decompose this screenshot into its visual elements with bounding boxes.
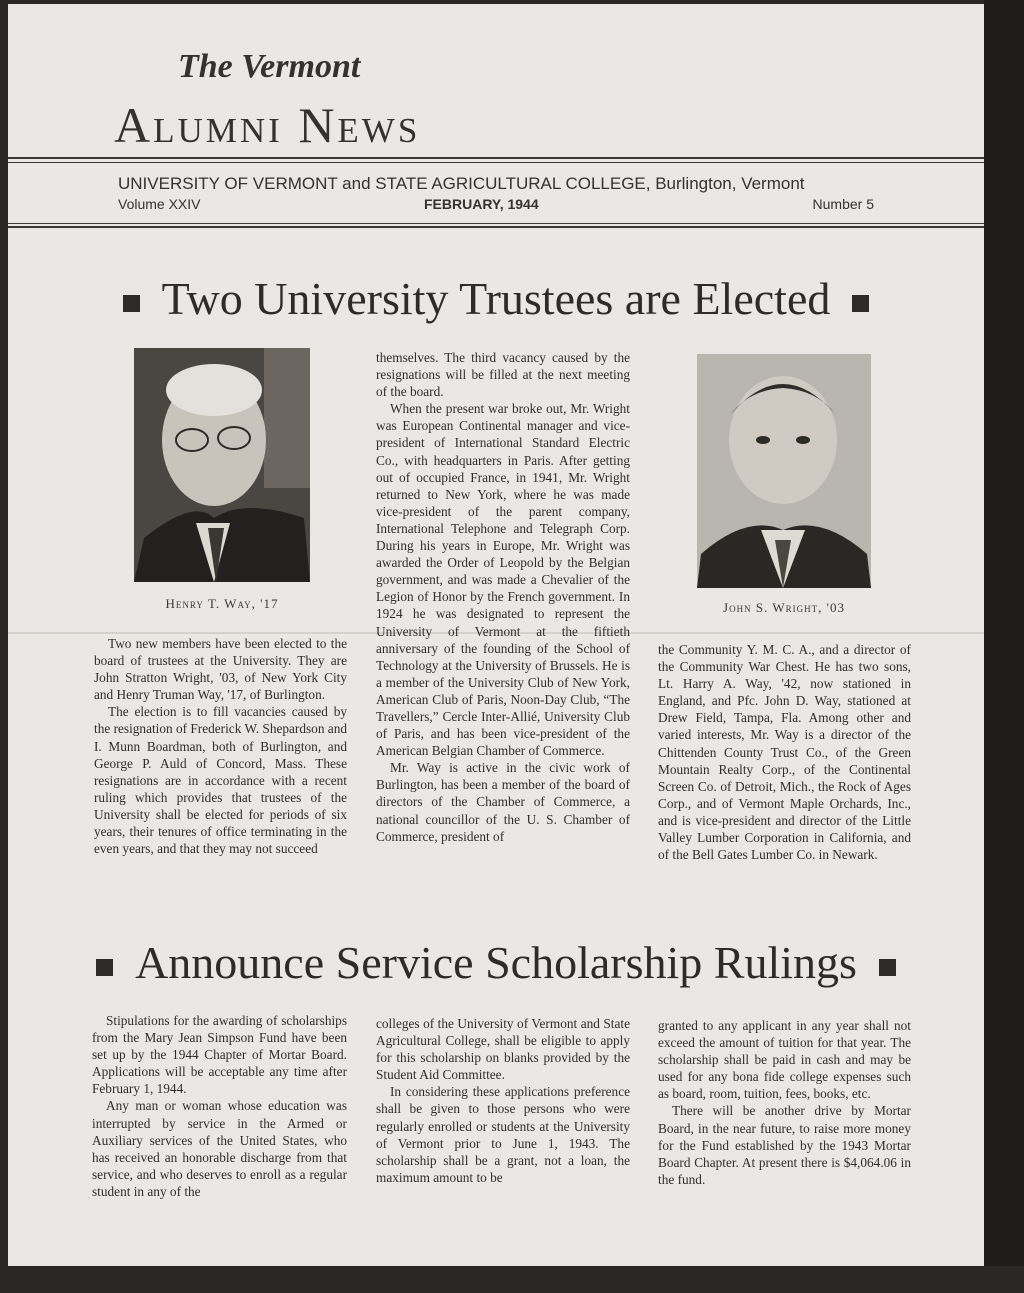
headline-bullet-right <box>852 295 869 312</box>
article1-col2-para1: themselves. The third vacancy caused by the resignations will be filled at the next meeting of the board. <box>376 350 630 400</box>
article1-headline-text: Two University Trustees are Elected <box>161 273 831 324</box>
volume-label: Volume XXIV <box>118 196 201 212</box>
issue-date: FEBRUARY, 1944 <box>424 196 539 212</box>
photo-henry-way <box>134 348 310 582</box>
article2-col2-para1: colleges of the University of Vermont and State Agricultural College, shall be eligible to apply for this scholarship on blanks provided by the Student Aid Committee. <box>376 1016 630 1083</box>
article2-col1-para2: Any man or woman whose education was interrupted by service in the Armed or Auxiliary services of the United States, who has received an honorable discharge from that service, and who deserves to enroll as a regular student in any of the <box>92 1098 347 1199</box>
article2-headline-text: Announce Service Scholarship Rulings <box>135 937 857 988</box>
newsletter-page <box>8 4 984 1266</box>
scan-dark-edge <box>984 0 1024 1293</box>
article1-column3 <box>658 641 911 863</box>
portrait-henry-way-image <box>134 348 310 582</box>
caption-henry-way: Henry T. Way, '17 <box>165 596 279 611</box>
scan-bottom-strip <box>0 1266 1024 1293</box>
article2-col1-para1: Stipulations for the awarding of scholarships from the Mary Jean Simpson Fund have been set up by the 1944 Chapter of Mortar Board. Applications will be acceptable any time after February 1, 1944. <box>92 1013 347 1097</box>
masthead-rule-top-thin <box>8 162 984 163</box>
headline-bullet-right <box>879 959 896 976</box>
article2-column1 <box>92 1012 347 1200</box>
masthead-title-line2: Alumni News <box>114 97 421 153</box>
headline-bullet-left <box>123 295 140 312</box>
article1-col3-para1: the Community Y. M. C. A., and a director of the Community War Chest. He has two sons, Lt. Harry A. Way, '42, now stationed in England, and Pfc. John D. Way, stationed at Drew Field, Tampa, Fla. Among other and varied interests, Mr. Way is a director of the Chittenden County Trust Co., of the Green Mountain Realty Corp., of the Continental Screen Co. of Detroit, Mich., the Rock of Ages Corp., and of Vermont Maple Orchards, Inc., and is vice-president and director of the Little Valley Lumber Corporation in California, and of the Bell Gates Lumber Co. in Newark. <box>658 642 911 863</box>
institution-line: UNIVERSITY OF VERMONT and STATE AGRICULTURAL COLLEGE, Burlington, Vermont <box>118 174 805 193</box>
article1-column1 <box>94 635 347 857</box>
issue-number: Number 5 <box>812 196 874 212</box>
article2-column3 <box>658 1017 911 1188</box>
article2-col3-para1: granted to any applicant in any year shall not exceed the amount of tuition for that year. The scholarship shall be paid in cash and may be used for any bona fide college expenses such as board, room, tuition, fees, books, etc. <box>658 1018 911 1102</box>
article1-col1-para1: Two new members have been elected to the board of trustees at the University. They are John Stratton Wright, '03, of New York City and Henry Truman Way, '17, of Burlington. <box>94 636 347 703</box>
article2-headline <box>8 936 984 989</box>
masthead-rule-bottom <box>8 226 984 228</box>
masthead-rule-bottom-thin <box>8 223 984 224</box>
article1-col1-para2: The election is to fill vacancies caused by the resignation of Frederick W. Shepardson and I. Munn Boardman, both of Burlington, and George P. Auld of Concord, Mass. These resignations are in accordance with a recent ruling which provides that trustees of the University shall be elected for periods of six years, their tenures of office terminating in the even years, and that they may not succeed <box>94 704 347 857</box>
masthead-rule-top <box>8 157 984 159</box>
caption-john-wright: John S. Wright, '03 <box>723 600 845 615</box>
article2-col3-para2: There will be another drive by Mortar Board, in the near future, to raise more money for the Fund established by the 1943 Mortar Board Chapter. At present there is $4,064.06 in the fund. <box>658 1103 911 1187</box>
article1-column2 <box>376 349 630 845</box>
article1-headline <box>8 272 984 325</box>
photo-john-wright <box>697 354 871 588</box>
article1-col2-para2: When the present war broke out, Mr. Wright was European Continental manager and vice-president of International Standard Electric Co., with headquarters in Paris. After getting out of occupied France, in 1941, Mr. Wright returned to New York, where he was made vice-president of the parent company, International Telephone and Telegraph Corp. During his years in Europe, Mr. Wright was awarded the Order of Leopold by the Belgian government, and was made a Chevalier of the Legion of Honor by the French government. In 1924 he was designated to represent the University of Vermont at the fiftieth anniversary of the founding of the School of Technology at the University of Brussels. He is a member of the University Club of New York, American Club of Paris, Noon-Day Club, “The Travellers,” Cercle Inter-Allié, University Club of Paris, and has been vice-president of the American Belgian Chamber of Commerce. <box>376 401 630 759</box>
article1-col2-para3: Mr. Way is active in the civic work of Burlington, has been a member of the board of directors of the Chamber of Commerce, a national councillor of the U. S. Chamber of Commerce, president of <box>376 760 630 844</box>
headline-bullet-left <box>96 959 113 976</box>
masthead-title-line1: The Vermont <box>178 48 361 85</box>
article2-column2 <box>376 1015 630 1186</box>
portrait-john-wright-image <box>697 354 871 588</box>
article2-col2-para2: In considering these applications preference shall be given to those persons who were regularly enrolled or students at the University of Vermont prior to June 1, 1943. The scholarship shall be a grant, not a loan, the maximum amount to be <box>376 1084 630 1185</box>
